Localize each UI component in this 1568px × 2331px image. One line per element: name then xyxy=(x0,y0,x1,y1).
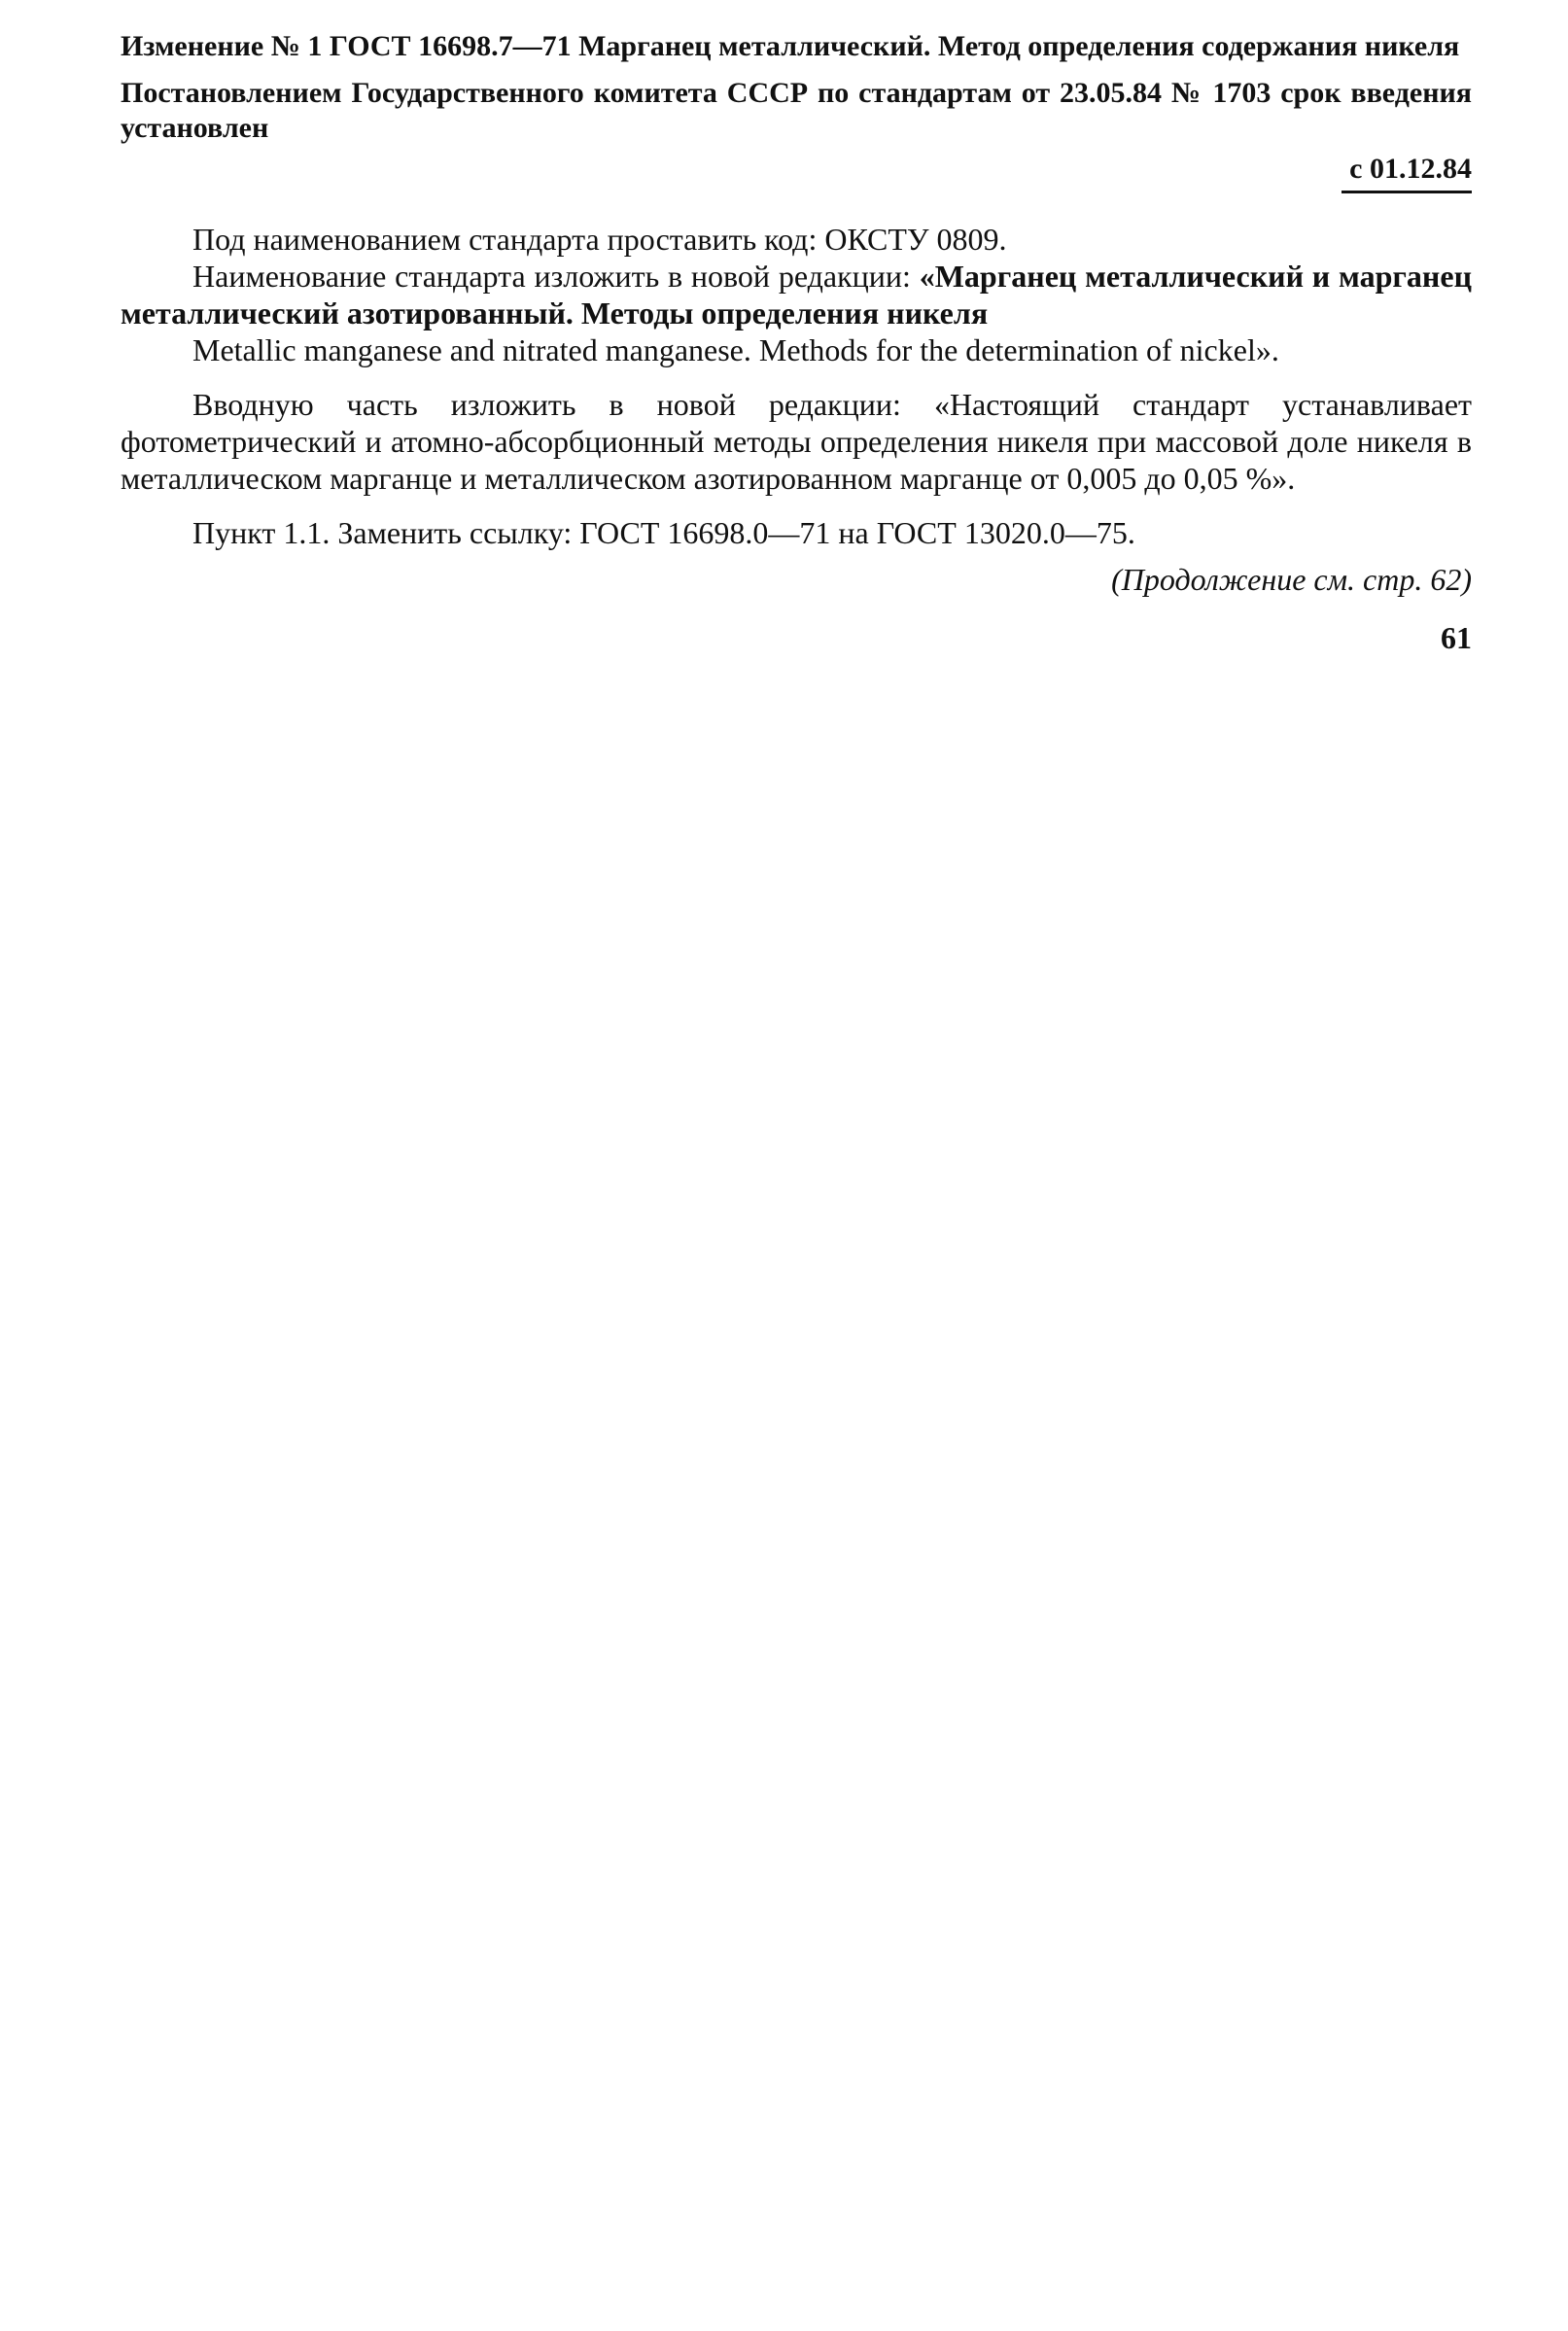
page-number: 61 xyxy=(1441,620,1472,655)
title-change-intro: Наименование стандарта изложить в новой редакции: xyxy=(192,259,920,294)
paragraph-code: Под наименованием стандарта проставить код: ОКСТУ 0809. xyxy=(192,222,1007,257)
new-title-ru: «Марганец металлический и марганец металлический азотированный. Методы определения никеля xyxy=(121,259,1473,331)
amendment-title: Изменение № 1 ГОСТ 16698.7—71 Марганец металлический. Метод определения содержания никеля xyxy=(121,30,1460,62)
document-page xyxy=(121,29,1472,656)
document-body xyxy=(121,221,1472,551)
paragraph-reference-change: Пункт 1.1. Заменить ссылку: ГОСТ 16698.0—71 на ГОСТ 13020.0—75. xyxy=(192,515,1135,550)
effective-date-line xyxy=(121,152,1472,193)
paragraph-title-change xyxy=(121,258,1472,331)
effective-date: с 01.12.84 xyxy=(1342,152,1472,193)
paragraph-intro-change: Вводную часть изложить в новой редакции: «Настоящий стандарт устанавливает фотометрический и атомно-абсорбционный методы определения никеля при массовой доле никеля в металлическом марганце и металлическом азотированном марганце от 0,005 до 0,05 %». xyxy=(121,387,1472,496)
continuation-note: (Продолжение см. стр. 62) xyxy=(1111,562,1472,597)
new-title-en: Metallic manganese and nitrated manganese. Methods for the determination of nickel» xyxy=(192,332,1272,367)
title-en-end: . xyxy=(1271,332,1279,367)
decree-text: Постановлением Государственного комитета СССР по стандартам от 23.05.84 № 1703 срок введения установлен xyxy=(121,77,1472,144)
paragraph-title-en xyxy=(121,331,1472,368)
